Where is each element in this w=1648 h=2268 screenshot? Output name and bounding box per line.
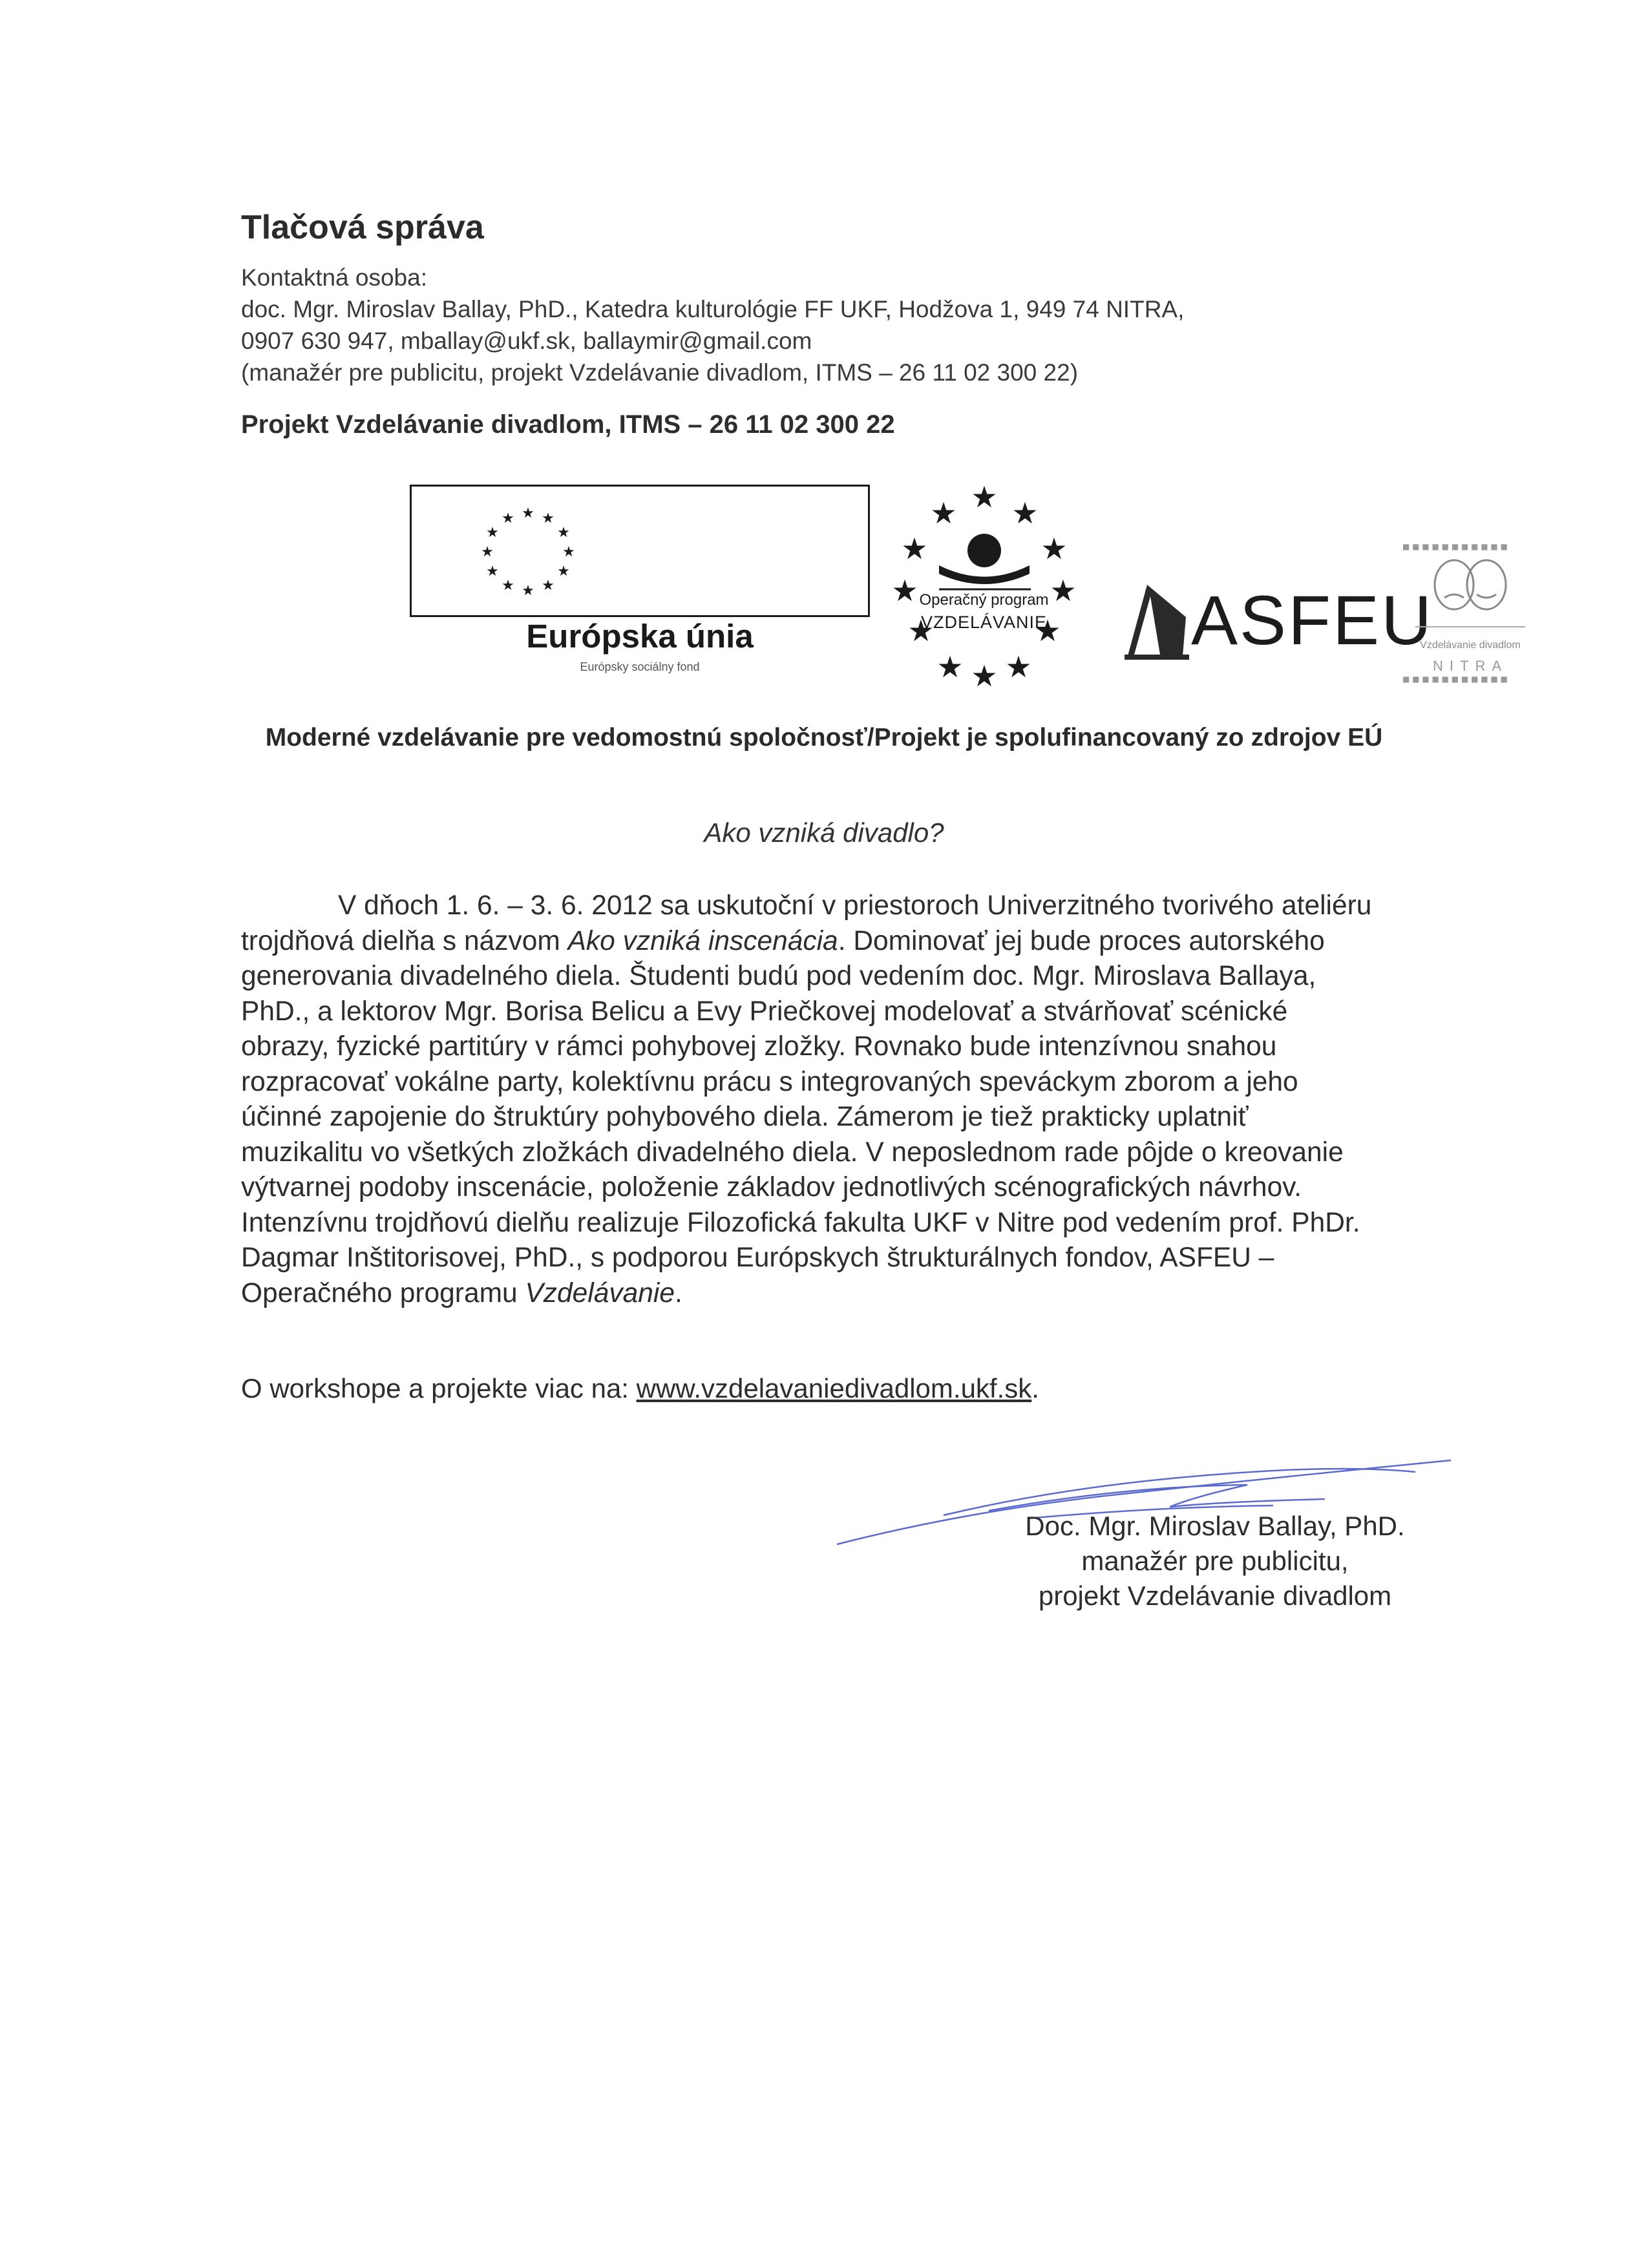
svg-text:★: ★ — [1034, 613, 1061, 648]
svg-text:★: ★ — [522, 583, 534, 599]
svg-text:★: ★ — [542, 578, 555, 594]
svg-text:★: ★ — [971, 479, 998, 514]
body-italic-span: Vzdelávanie — [525, 1277, 675, 1308]
asfeu-logo — [1121, 578, 1434, 662]
svg-text:★: ★ — [557, 525, 570, 541]
body-line: Dagmar Inštitorisovej, PhD., s podporou Európskych štrukturálnych fondov, ASFEU – — [241, 1243, 1274, 1273]
eu-logo — [410, 485, 870, 682]
theatre-bottom-label: NITRA — [1433, 658, 1508, 674]
theatre-top-label: Vzdelávanie divadlom — [1420, 640, 1521, 651]
more-info-line — [241, 1373, 1039, 1404]
body-line: Intenzívnu trojdňovú dielňu realizuje Filozofická fakulta UKF v Nitre pod vedením prof. PhDr. — [241, 1207, 1360, 1238]
cofunding-line: Moderné vzdelávanie pre vedomostnú spoločnosť/Projekt je spolufinancovaný zo zdrojov EÚ — [265, 724, 1383, 751]
body-text-span: . — [675, 1277, 682, 1308]
website-link[interactable]: www.vzdelavaniedivadlom.ukf.sk — [636, 1373, 1032, 1403]
body-line: rozpracovať vokálne party, kolektívnu prácu s integrovaných speváckym zborom a jeho — [241, 1066, 1298, 1097]
eu-sublabel: Európsky sociálny fond — [580, 660, 700, 673]
svg-text:★: ★ — [486, 525, 499, 541]
body-text-span: Operačného programu — [241, 1277, 525, 1308]
svg-text:★: ★ — [1050, 573, 1077, 608]
eu-stars-icon — [412, 487, 868, 615]
svg-text:★: ★ — [481, 544, 494, 560]
svg-text:★: ★ — [1011, 496, 1039, 530]
svg-text:★: ★ — [502, 510, 514, 527]
article-title: Ako vzniká divadlo? — [704, 817, 944, 848]
signature-block — [969, 1509, 1461, 1613]
project-heading: Projekt Vzdelávanie divadlom, ITMS – 26 11 02 300 22 — [241, 410, 895, 439]
body-line: muzikalitu vo všetkých zložkách divadelného diela. V neposlednom rade pôjde o kreovanie — [241, 1137, 1344, 1168]
contact-block — [241, 262, 1184, 388]
op-line2: VZDELÁVANIE — [920, 613, 1048, 632]
signatory-role: manažér pre publicitu, — [1081, 1546, 1349, 1576]
body-line — [241, 1276, 1469, 1312]
signatory-name: Doc. Mgr. Miroslav Ballay, PhD. — [1025, 1511, 1405, 1541]
svg-text:★: ★ — [936, 649, 964, 684]
svg-text:■ ■ ■ ■ ■ ■ ■ ■ ■ ■ ■: ■ ■ ■ ■ ■ ■ ■ ■ ■ ■ ■ — [1402, 542, 1508, 551]
contact-label: Kontaktná osoba: — [241, 264, 427, 291]
svg-text:★: ★ — [907, 613, 935, 648]
op-line1: Operačný program — [919, 591, 1049, 609]
svg-text:★: ★ — [1005, 649, 1032, 684]
svg-text:★: ★ — [971, 658, 998, 691]
asfeu-book-icon — [1121, 578, 1192, 662]
operational-programme-logo — [876, 472, 1092, 691]
body-line: výtvarnej podoby inscenácie, položenie základov jednotlivých scénografických návrhov. — [241, 1172, 1302, 1202]
body-italic-span: Ako vzniká inscenácia — [567, 925, 838, 956]
logo-strip — [239, 472, 1521, 691]
svg-text:★: ★ — [891, 573, 918, 608]
svg-text:★: ★ — [1041, 531, 1068, 566]
more-info-prefix: O workshope a projekte viac na: — [241, 1373, 637, 1403]
op-emblem-icon — [876, 472, 1092, 691]
svg-text:★: ★ — [562, 544, 575, 560]
theatre-logo — [1389, 536, 1551, 688]
eu-label: Európska únia — [526, 618, 754, 655]
svg-text:★: ★ — [930, 496, 957, 530]
body-line: obrazy, fyzické partitúry v rámci pohybovej zložky. Rovnako bude intenzívnou snahou — [241, 1031, 1277, 1062]
svg-text:★: ★ — [502, 578, 514, 594]
contact-line: doc. Mgr. Miroslav Ballay, PhD., Katedra kulturológie FF UKF, Hodžova 1, 949 74 NITRA, — [241, 296, 1185, 322]
svg-text:★: ★ — [486, 563, 499, 580]
body-line: V dňoch 1. 6. – 3. 6. 2012 sa uskutoční v priestoroch Univerzitného tvorivého ateliéru — [338, 890, 1372, 921]
article-body — [241, 888, 1469, 1311]
body-line: PhD., a lektorov Mgr. Borisa Belicu a Evy Priečkovej modelovať a stvárňovať scénické — [241, 996, 1288, 1027]
body-line: generovania divadelného diela. Študenti budú pod vedením doc. Mgr. Miroslava Ballaya, — [241, 961, 1316, 991]
svg-text:■ ■ ■ ■ ■ ■ ■ ■ ■ ■ ■: ■ ■ ■ ■ ■ ■ ■ ■ ■ ■ ■ — [1402, 675, 1508, 684]
contact-line: (manažér pre publicitu, projekt Vzdelávanie divadlom, ITMS – 26 11 02 300 22) — [241, 359, 1079, 386]
svg-text:★: ★ — [557, 563, 570, 580]
asfeu-label: ASFEU — [1191, 581, 1434, 659]
contact-line: 0907 630 947, mballay@ukf.sk, ballaymir@gmail.com — [241, 328, 812, 354]
more-info-suffix: . — [1031, 1373, 1039, 1403]
svg-text:★: ★ — [522, 505, 534, 521]
signatory-project: projekt Vzdelávanie divadlom — [1038, 1580, 1392, 1611]
eu-flag — [410, 485, 870, 617]
body-text-span: . Dominovať jej bude proces autorského — [838, 925, 1325, 956]
body-text-span: trojdňová dielňa s názvom — [241, 925, 568, 956]
body-line — [241, 924, 1469, 960]
page-title: Tlačová správa — [241, 209, 484, 246]
svg-text:★: ★ — [542, 510, 555, 527]
svg-text:★: ★ — [901, 531, 928, 566]
body-line: účinné zapojenie do štruktúry pohybového diela. Zámerom je tiež prakticky uplatniť — [241, 1102, 1249, 1132]
